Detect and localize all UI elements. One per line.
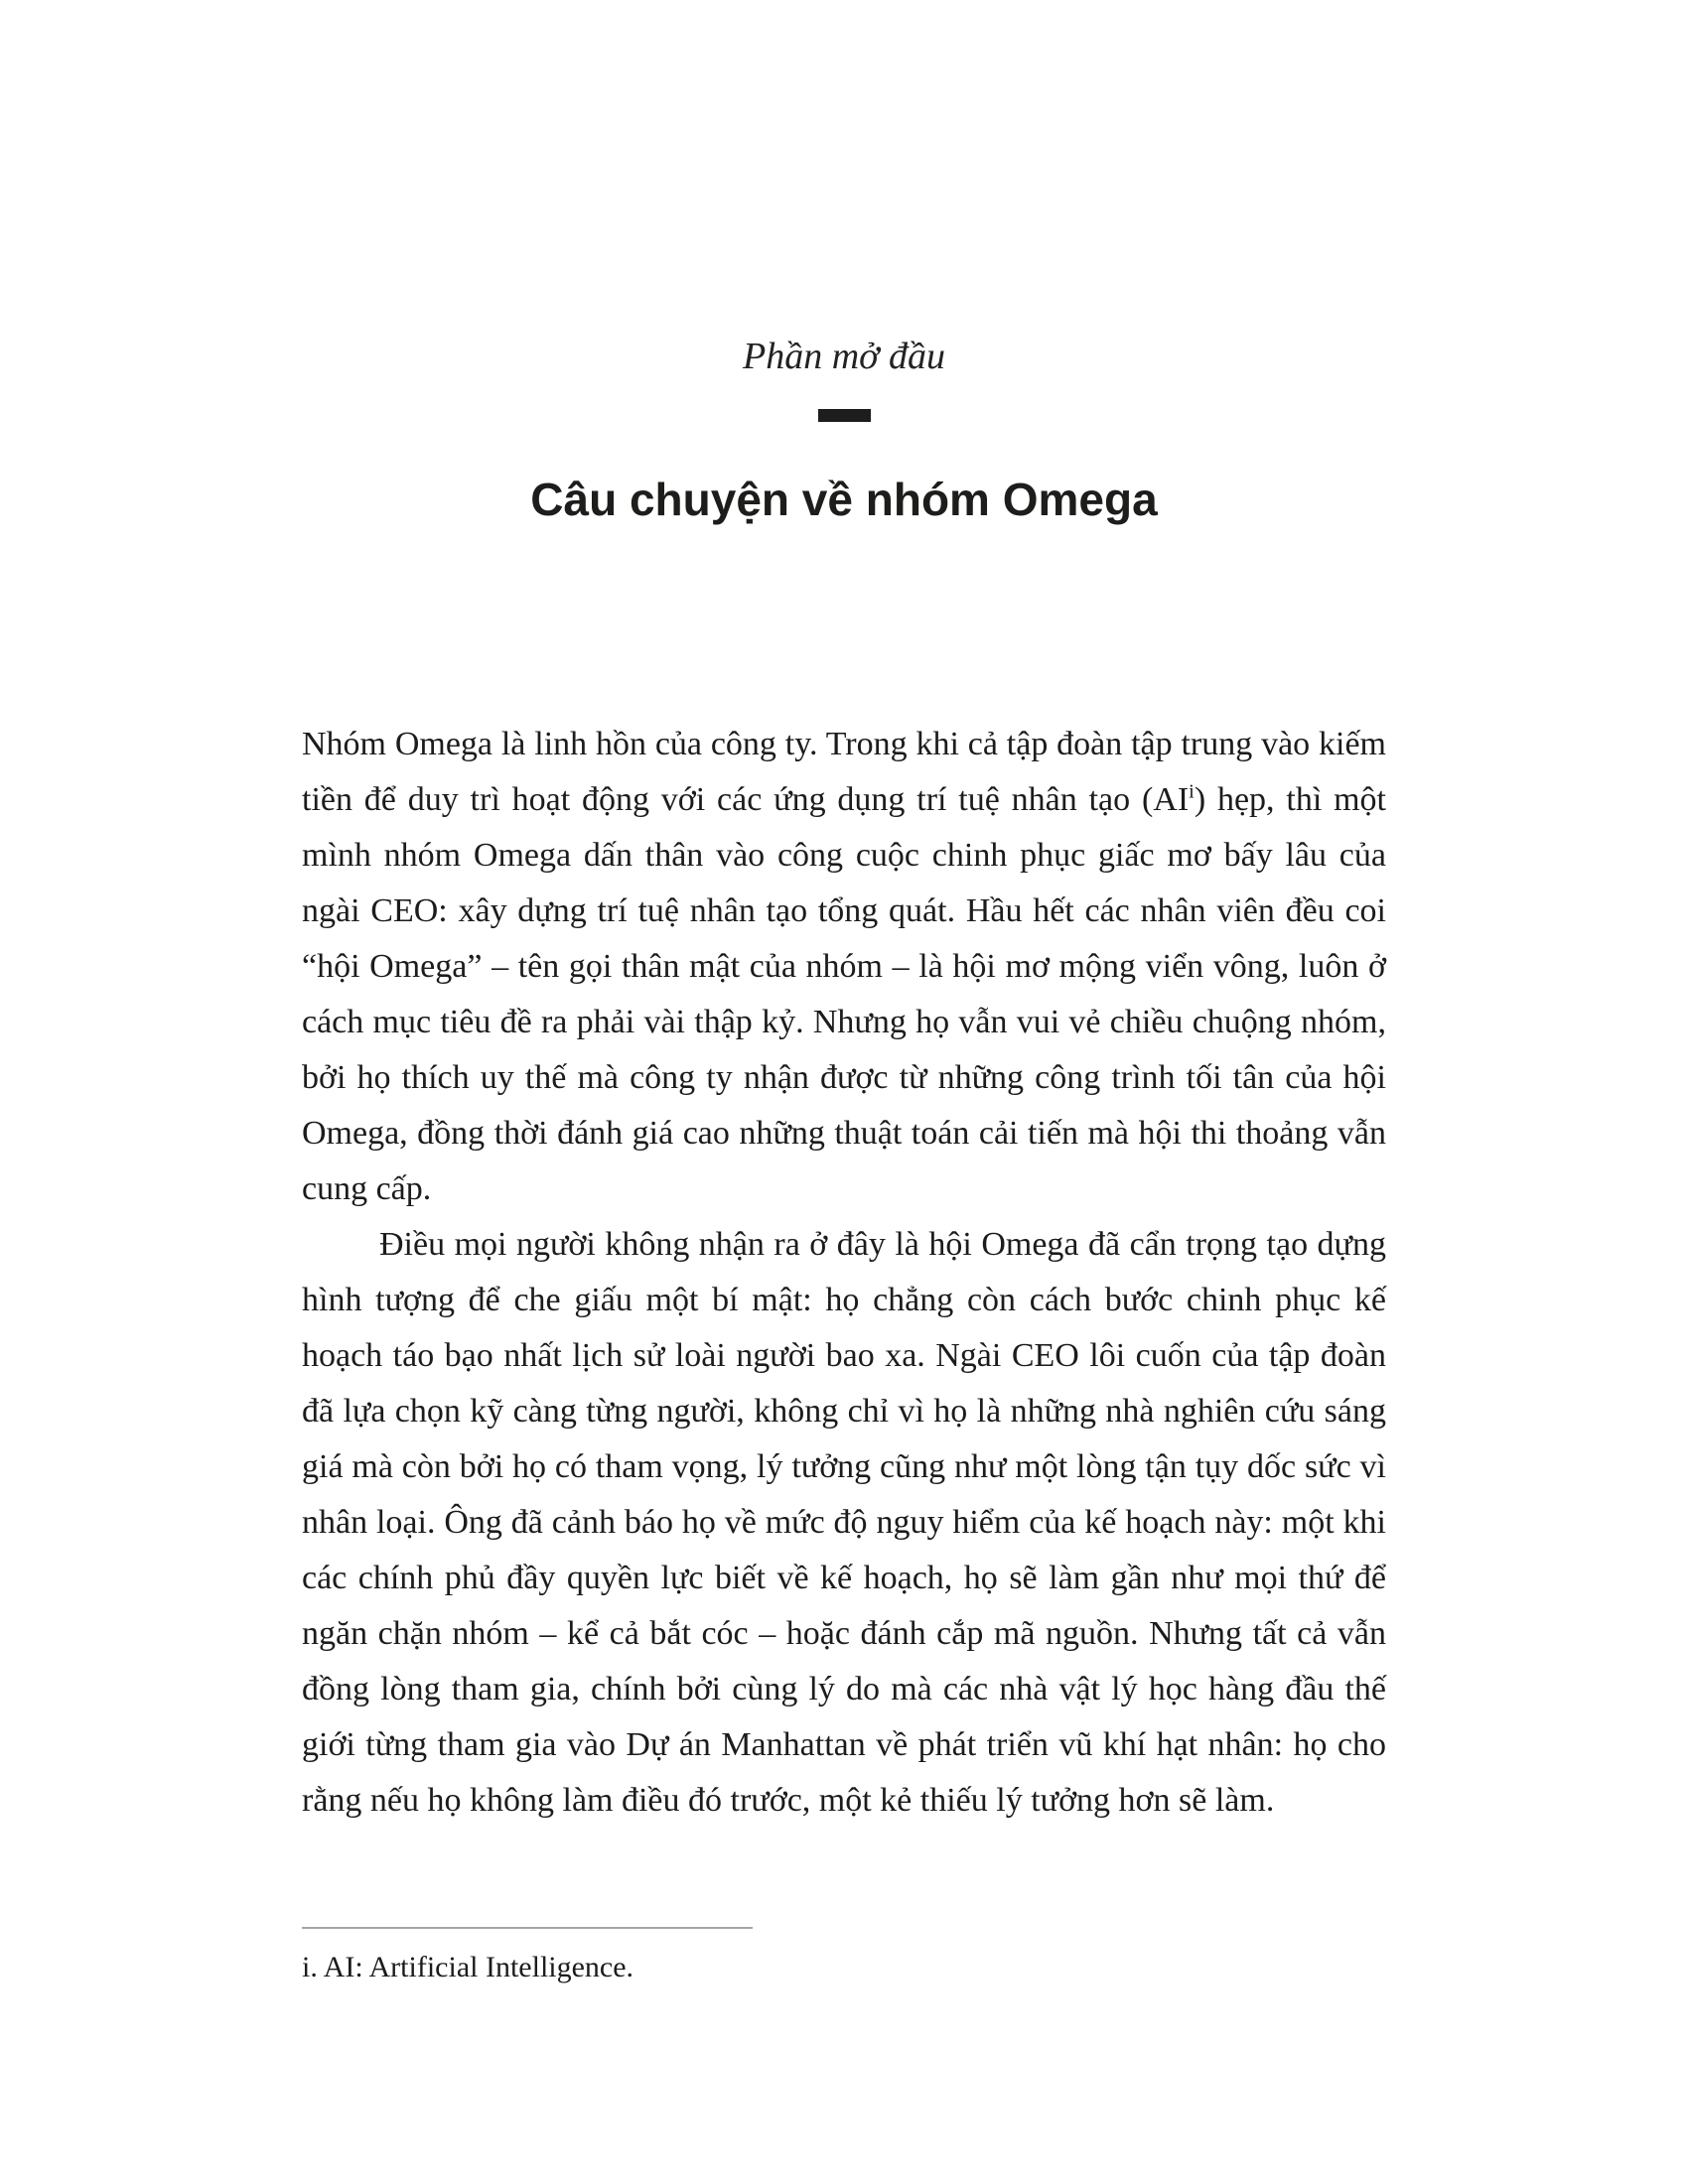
chapter-title: Câu chuyện về nhóm Omega (530, 474, 1158, 525)
section-label: Phần mở đầu (743, 336, 945, 377)
footnote-reference: i (1189, 780, 1195, 803)
footnote-text: i. AI: Artificial Intelligence. (302, 1951, 634, 1983)
footnote-separator-rule (302, 1927, 753, 1929)
paragraph-1-text: Nhóm Omega là linh hồn của công ty. Trong khi cả tập đoàn tập trung vào kiếm tiền để duy trì hoạt động với các ứng dụng trí tuệ nhân tạo (AI (302, 726, 1386, 818)
body-text (302, 717, 1386, 1829)
paragraph-1-text-cont: ) hẹp, thì một mình nhóm Omega dấn thân vào công cuộc chinh phục giấc mơ bấy lâu của ngài CEO: xây dựng trí tuệ nhân tạo tổng quát. Hầu hết các nhân viên đều coi “hội Omega” – tên gọi thân mật của nhóm – là hội mơ mộng viển vông, luôn ở cách mục tiêu đề ra phải vài thập kỷ. Nhưng họ vẫn vui vẻ chiều chuộng nhóm, bởi họ thích uy thế mà công ty nhận được từ những công trình tối tân của hội Omega, đồng thời đánh giá cao những thuật toán cải tiến mà hội thi thoảng vẫn cung cấp. (302, 781, 1386, 1207)
paragraph-2: Điều mọi người không nhận ra ở đây là hội Omega đã cẩn trọng tạo dựng hình tượng để che giấu một bí mật: họ chẳng còn cách bước chinh phục kế hoạch táo bạo nhất lịch sử loài người bao xa. Ngài CEO lôi cuốn của tập đoàn đã lựa chọn kỹ càng từng người, không chỉ vì họ là những nhà nghiên cứu sáng giá mà còn bởi họ có tham vọng, lý tưởng cũng như một lòng tận tụy dốc sức vì nhân loại. Ông đã cảnh báo họ về mức độ nguy hiểm của kế hoạch này: một khi các chính phủ đầy quyền lực biết về kế hoạch, họ sẽ làm gần như mọi thứ để ngăn chặn nhóm – kể cả bắt cóc – hoặc đánh cắp mã nguồn. Nhưng tất cả vẫn đồng lòng tham gia, chính bởi cùng lý do mà các nhà vật lý học hàng đầu thế giới từng tham gia vào Dự án Manhattan về phát triển vũ khí hạt nhân: họ cho rằng nếu họ không làm điều đó trước, một kẻ thiếu lý tưởng hơn sẽ làm. (302, 1226, 1386, 1819)
paragraph-1 (302, 717, 1386, 1217)
section-divider-dash (818, 409, 871, 422)
